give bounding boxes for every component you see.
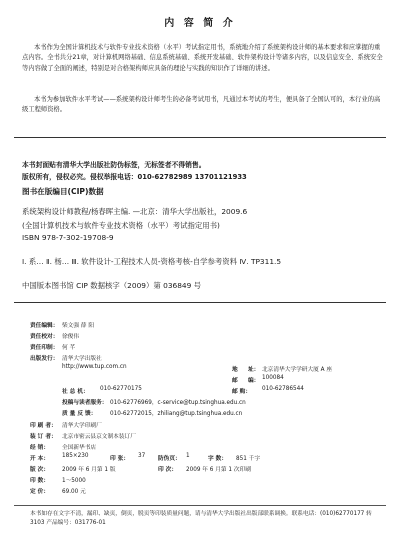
cover-value: 徐俊伟 xyxy=(62,334,80,340)
postcode-value: 100084 xyxy=(262,375,284,381)
footer-note: 本书如存在文字不清，漏印、缺页，倒页，脱页等印装质量问题，请与清华大学出版社出版部联系调换。联系电话：(010)62770177 转 3103 产品编号：031776-01 xyxy=(30,511,372,526)
printer-value: 清华大学印刷厂 xyxy=(62,423,102,429)
editor-value: 柴文强 薛 阳 xyxy=(62,323,95,329)
insert-label: 防伪页： xyxy=(158,456,181,462)
print-label: 责任印制： xyxy=(30,345,59,351)
reader-service-label: 投稿与读者服务： xyxy=(62,400,108,406)
reader-service-value: 010-62776969，c-service@tup.tsinghua.edu.cn xyxy=(110,400,246,406)
impression-label: 印 次： xyxy=(158,467,178,473)
cip-line-1: 系统架构设计师教程/杨春晖主编. —北京：清华大学出版社，2009.6 xyxy=(22,207,248,216)
editor-label: 责任编辑： xyxy=(30,323,59,329)
format-label: 开 本： xyxy=(30,456,50,462)
copyright-line: 版权所有，侵权必究。侵权举报电话：010-62782989 13701121933 xyxy=(22,173,247,181)
insert-value: 1 xyxy=(186,453,190,459)
price-label: 定 价： xyxy=(30,489,50,495)
distributor-value: 全国新华书店 xyxy=(62,445,97,451)
word-count-value: 851 千字 xyxy=(236,456,261,462)
cip-library-number: 中国版本图书馆 CIP 数据核字（2009）第 036849 号 xyxy=(22,281,202,290)
switchboard-label: 社 总 机： xyxy=(62,389,89,395)
postcode-label: 邮 xyxy=(232,378,238,384)
cover-label: 责任校对： xyxy=(30,334,59,340)
cip-subjects: Ⅰ. 系… Ⅱ. 杨… Ⅲ. 软件设计-工程技术人员-资格考核-自学参考资料 Ⅳ. TP311.5 xyxy=(22,257,282,266)
quality-feedback-value: 010-62772015，zhiliang@tup.tsinghua.edu.cn xyxy=(110,411,243,417)
intro-paragraph-1: 本书作为全国计算机技术与软件专业技术资格（水平）考试指定用书，系统地介绍了系统架构设计师的基本要求和应掌握的重点内容。全书共分21章，对计算机网络基础、信息系统基础、系统开发基础、软件架构设计等诸多内容，以及信息安全、系统安全等内容做了全面的阐述，特别是对合格架构师应具备的理论与实践的知识作了详细的讲述。 xyxy=(22,44,383,72)
address-label: 地 xyxy=(232,367,238,373)
distributor-label: 经 销： xyxy=(30,445,50,451)
print-run-value: 1～5000 xyxy=(62,478,86,484)
sheets-value: 37 xyxy=(138,453,146,459)
publisher-website: http://www.tup.com.cn xyxy=(62,364,127,370)
impression-value: 2009 年 6 月第 1 次印刷 xyxy=(186,467,251,473)
quality-feedback-label: 质 量 反 馈： xyxy=(62,411,97,417)
print-run-label: 印 数： xyxy=(30,478,50,484)
edition-label: 版 次： xyxy=(30,467,50,473)
top-divider xyxy=(14,137,386,138)
mail-order-value: 010-62786544 xyxy=(262,386,304,392)
cip-isbn: ISBN 978-7-302-19708-9 xyxy=(22,233,114,242)
switchboard-value: 010-62770175 xyxy=(100,386,142,392)
bottom-divider xyxy=(14,505,386,506)
address-value: 北京清华大学学研大厦 A 座 xyxy=(262,367,333,373)
cip-line-2: (全国计算机技术与软件专业技术资格（水平）考试指定用书) xyxy=(22,221,220,230)
price-value: 69.00 元 xyxy=(62,489,86,495)
binder-value: 北京市密云县京文制本装订厂 xyxy=(62,434,136,440)
publisher-label: 出版发行： xyxy=(30,356,59,362)
page-title: 内 容 简 介 xyxy=(164,18,236,29)
postcode-label-suffix: 编： xyxy=(248,378,260,384)
cip-heading: 图书在版编目(CIP)数据 xyxy=(22,187,104,196)
publisher-value: 清华大学出版社 xyxy=(62,356,102,362)
sheets-label: 印 张： xyxy=(110,456,130,462)
format-value: 185×230 xyxy=(62,453,89,459)
mail-order-label: 邮 购： xyxy=(232,389,252,395)
intro-paragraph-2: 本书为参加软件水平考试——系统架构设计师考生的必备考试用书，凡通过本考试的考生，便具备了全国认可的，本行业的高级工程师资格。 xyxy=(22,96,381,114)
edition-value: 2009 年 6 月第 1 版 xyxy=(62,467,116,473)
word-count-label: 字 数： xyxy=(208,456,228,462)
print-value: 何 芊 xyxy=(62,345,76,351)
printer-label: 印 刷 者： xyxy=(30,423,57,429)
address-label-suffix: 址： xyxy=(248,367,260,373)
middle-divider xyxy=(14,302,386,303)
binder-label: 装 订 者： xyxy=(30,434,57,440)
security-notice: 本书封面贴有清华大学出版社防伪标签，无标签者不得销售。 xyxy=(22,161,206,169)
